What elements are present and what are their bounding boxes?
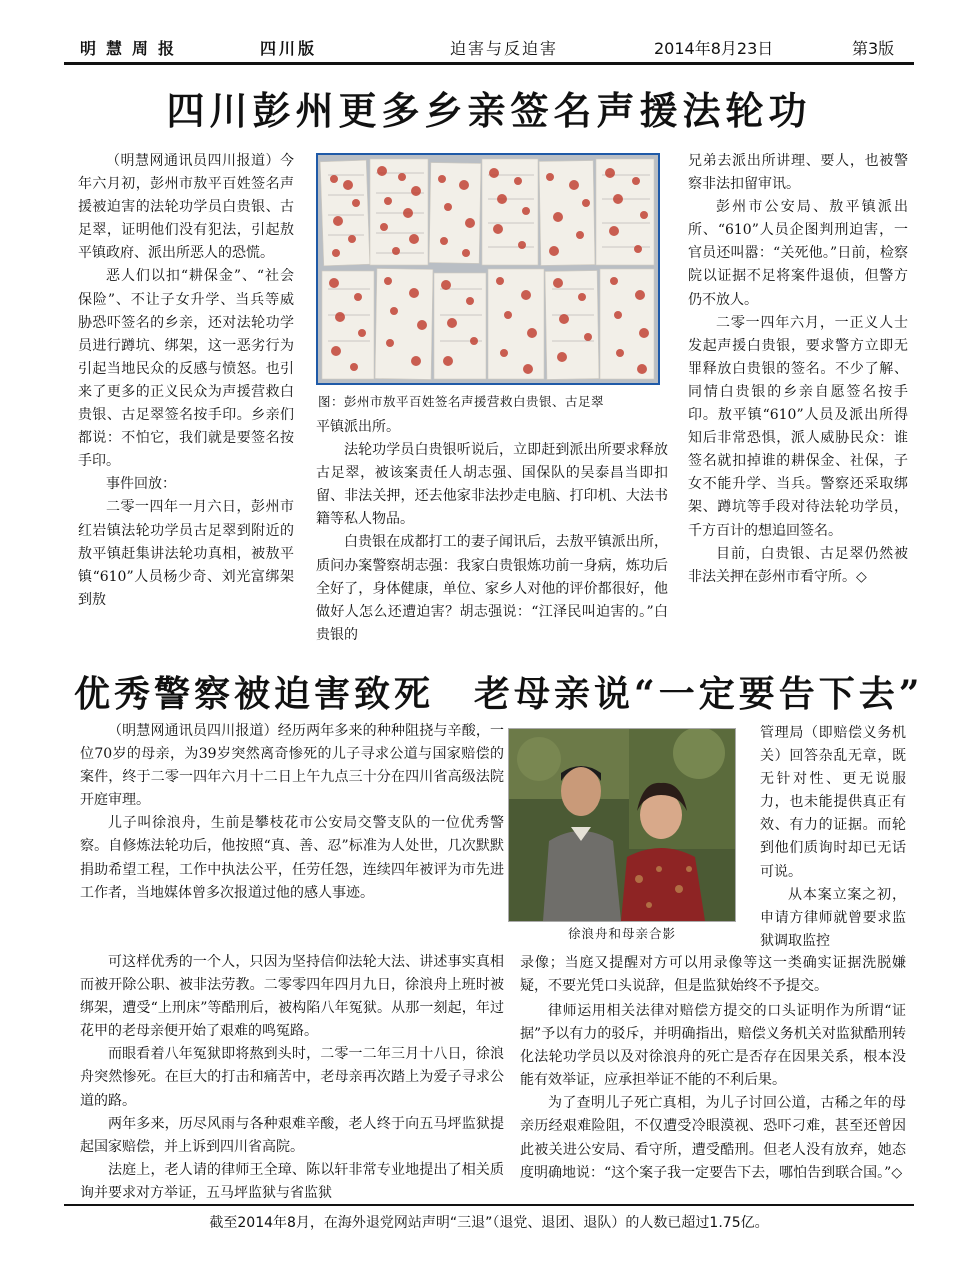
paragraph: 二零一四年一月六日，彭州市红岩镇法轮功学员古足翠到附近的敖平镇赶集讲法轮功真相，被敖平镇“610”人员杨少奇、刘光富绑架到敖	[78, 499, 294, 608]
paragraph: 事件回放：	[106, 476, 176, 493]
paragraph: 白贵银在成都打工的妻子闻讯后，去敖平镇派出所，质问办案警察胡志强：我家白贵银炼功前一身病，炼功后全好了，身体健康，单位、家乡人对他的评价都很好，他做好人怎么还遭迫害？胡志强说：“江泽民叫迫害的。”白贵银的	[316, 534, 668, 643]
son-and-mother-photo	[508, 728, 736, 922]
article2-headline-part2: 老母亲说“一定要告下去”	[474, 673, 924, 715]
petition-sheets-image	[318, 155, 658, 383]
article2-column-2-lower	[520, 1000, 906, 1185]
article2-headline-part1: 优秀警察被迫害致死	[74, 673, 435, 715]
footer-notice: 截至2014年8月，在海外退党网站声明“三退”（退党、退团、退队）的人数已超过1.75亿。	[209, 1215, 769, 1231]
section-label: 迫害与反迫害	[450, 39, 559, 58]
paragraph: 法庭上，老人请的律师王全璋、陈以轩非常专业地提出了相关质询并要求对方举证，五马坪监狱与省监狱	[80, 1161, 504, 1201]
article2-column-1	[80, 720, 504, 905]
paragraph: （明慧网通讯员四川报道）今年六月初，彭州市敖平百姓签名声援被迫害的法轮功学员白贵银、古足翠，证明他们没有犯法，引起敖平镇政府、派出所恶人的恐慌。	[78, 153, 294, 262]
paragraph: 目前，白贵银、古足翠仍然被非法关押在彭州市看守所。◇	[688, 545, 908, 585]
paragraph: 恶人们以扣“耕保金”、“社会保险”、不让子女升学、当兵等威胁恐吓签名的乡亲，还对法轮功学员进行蹲坑、绑架，这一恶劣行为引起当地民众的反感与愤怒。也引来了更多的正义民众为声援营救白贵银、古足翠签名按手印。乡亲们都说：不怕它，我们就是要签名按手印。	[78, 268, 294, 470]
paragraph: 儿子叫徐浪舟，生前是攀枝花市公安局交警支队的一位优秀警察。自修炼法轮功后，他按照“真、善、忍”标准为人处世，几次默默捐助希望工程，工作中执法公平，任劳任怨，连续四年被评为市先进工作者，当地媒体曾多次报道过他的感人事迹。	[80, 815, 504, 901]
paragraph: 为了查明儿子死亡真相，为儿子讨回公道，古稀之年的母亲历经艰难险阻，不仅遭受冷眼漠视、恐吓刁难，甚至还曾因此被关进公安局、看守所，遭受酷刑。但老人没有放弃，她态度明确地说：“这个案子我一定要告下去，哪怕告到联合国。”◇	[520, 1095, 906, 1181]
edition-label: 四川版	[260, 39, 318, 58]
paragraph: 两年多来，历尽风雨与各种艰难辛酸，老人终于向五马坪监狱提起国家赔偿，并上诉到四川省高院。	[80, 1115, 504, 1155]
article2-column-2	[760, 722, 906, 953]
article1-column-3	[688, 150, 908, 589]
paragraph: 录像；当庭又提醒对方可以用录像等这一类确实证据洗脱嫌疑，不要光凭口头说辞，但是监狱始终不予提交。	[520, 955, 906, 995]
paragraph: 而眼看着八年冤狱即将熬到头时，二零一二年三月十八日，徐浪舟突然惨死。在巨大的打击和痛苦中，老母亲再次踏上为爱子寻求公道的路。	[80, 1046, 504, 1109]
issue-date: 2014年8月23日	[654, 39, 774, 58]
paragraph: 管理局（即赔偿义务机关）回答杂乱无章，既无针对性、更无说服力，也未能提供真正有效、有力的证据。而轮到他们质询时却已无话可说。	[760, 725, 906, 880]
article2-column-continued	[520, 952, 906, 998]
paragraph: （明慧网通讯员四川报道）经历两年多来的种种阻挠与辛酸，一位70岁的母亲，为39岁突然离奇惨死的儿子寻求公道与国家赔偿的案件，终于二零一四年六月十二日上午九点三十分在四川省高级法院开庭审理。	[80, 723, 504, 809]
paper-title: 明慧周报	[80, 39, 185, 58]
paragraph: 彭州市公安局、敖平镇派出所、“610”人员企图判刑迫害，一官员还叫嚣：“关死他。”日前，检察院以证据不足将案件退侦，但警方仍不放人。	[688, 199, 908, 308]
paragraph: 可这样优秀的一个人，只因为坚持信仰法轮大法、讲述事实真相而被开除公职、被非法劳教。二零零四年四月九日，徐浪舟上班时被绑架，遭受“上刑床”等酷刑后，被构陷八年冤狱。从那一刻起，年过花甲的老母亲便开始了艰难的鸣冤路。	[80, 954, 504, 1040]
page-number: 第3版	[852, 39, 895, 58]
paragraph: 平镇派出所。	[316, 419, 400, 435]
article1-column-2	[316, 416, 668, 647]
figure2-caption: 徐浪舟和母亲合影	[567, 926, 676, 941]
portrait-image	[509, 729, 735, 921]
article1-headline: 四川彭州更多乡亲签名声援法轮功	[166, 88, 812, 133]
paragraph: 律师运用相关法律对赔偿方提交的口头证明作为所谓“证据”予以有力的驳斥，并明确指出，赔偿义务机关对监狱酷刑转化法轮功学员以及对徐浪舟的死亡是否存在因果关系，根本没能有效举证，应承担举证不能的不利后果。	[520, 1003, 906, 1089]
paragraph: 兄弟去派出所讲理、要人，也被警察非法扣留审讯。	[688, 153, 908, 193]
signature-petition-photo	[316, 153, 660, 385]
paragraph: 二零一四年六月，一正义人士发起声援白贵银，要求警方立即无罪释放白贵银的签名。不少了解、同情白贵银的乡亲自愿签名按手印。敖平镇“610”人员及派出所得知后非常恐惧，派人威胁民众：谁签名就扣掉谁的耕保金、社保，子女不能升学、当兵。警察还采取绑架、蹲坑等手段对待法轮功学员，千方百计的想追回签名。	[688, 314, 908, 539]
top-rule	[64, 62, 914, 65]
paragraph: 法轮功学员白贵银听说后，立即赶到派出所要求释放古足翠，被该案责任人胡志强、国保队的吴泰昌当即扣留、非法关押，还去他家非法抄走电脑、打印机、大法书籍等私人物品。	[316, 442, 668, 528]
article2-column-1-lower	[80, 951, 504, 1205]
article1-column-1	[78, 150, 294, 612]
masthead	[64, 34, 914, 60]
article2-headline	[74, 666, 924, 717]
paragraph: 从本案立案之初，申请方律师就曾要求监狱调取监控	[760, 886, 906, 949]
figure1-caption: 图：彭州市敖平百姓签名声援营救白贵银、古足翠	[318, 394, 605, 409]
